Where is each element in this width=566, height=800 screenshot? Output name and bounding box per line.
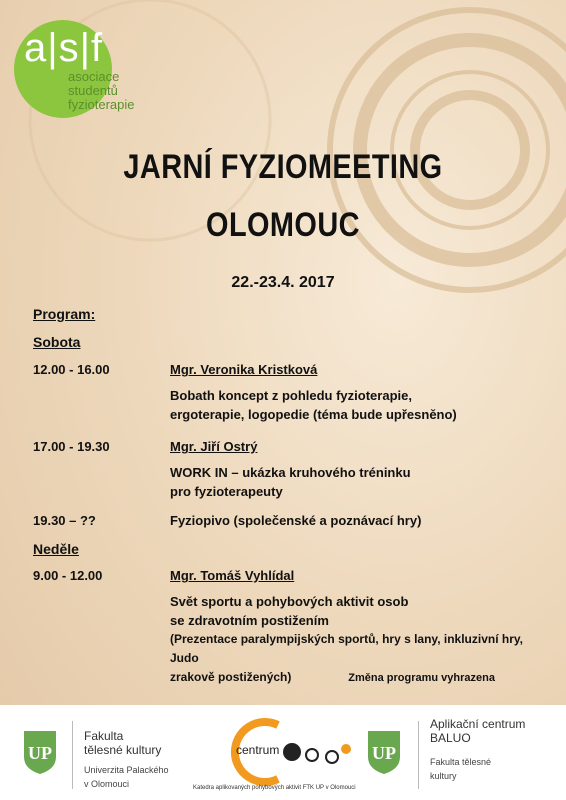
katedra-caption: Katedra aplikovaných pohybových aktivit FTK UP v Olomouci bbox=[193, 785, 356, 791]
desc-line: WORK IN – ukázka kruhového tréninku bbox=[170, 465, 411, 480]
program-change-note: Změna programu vyhrazena bbox=[348, 672, 495, 684]
asf-line-1: asociace bbox=[68, 69, 120, 84]
desc-line: Fyziopivo (společenské a poznávací hry) bbox=[170, 513, 422, 528]
asf-logo-letters: a|s|f bbox=[24, 26, 104, 70]
desc-line: (Prezentace paralympijských sportů, hry s lany, inkluzivní hry, Judo bbox=[170, 632, 524, 665]
item-time: 12.00 - 16.00 bbox=[33, 362, 110, 377]
footer-sponsors bbox=[0, 705, 566, 800]
up-shield-icon bbox=[22, 729, 58, 775]
asf-logo-text bbox=[68, 70, 134, 112]
centrum-logo-icon bbox=[200, 717, 360, 787]
desc-line: se zdravotním postižením bbox=[170, 613, 329, 628]
desc-line: pro fyzioterapeuty bbox=[170, 484, 283, 499]
event-date: 22.-23.4. 2017 bbox=[231, 274, 335, 291]
desc-line: zrakově postižených) bbox=[170, 670, 292, 684]
ftk-subtitle bbox=[84, 763, 169, 791]
program-heading: Program: bbox=[33, 306, 96, 322]
item-description bbox=[170, 463, 540, 501]
item-description bbox=[170, 386, 540, 424]
asf-line-3: fyzioterapie bbox=[68, 97, 135, 112]
asf-line-2: studentů bbox=[68, 83, 118, 98]
baluo-shield-icon bbox=[366, 729, 402, 775]
item-time: 19.30 – ?? bbox=[33, 513, 96, 528]
event-title: JARNÍ FYZIOMEETING bbox=[123, 148, 443, 186]
item-speaker: Mgr. Tomáš Vyhlídal bbox=[170, 568, 295, 583]
baluo-sub-line: Fakulta tělesné bbox=[430, 757, 492, 767]
ftk-title bbox=[84, 729, 161, 757]
ftk-line: tělesné kultury bbox=[84, 743, 162, 757]
ftk-line: Fakulta bbox=[84, 729, 124, 743]
ftk-sub-line: Univerzita Palackého bbox=[84, 765, 169, 775]
item-time: 9.00 - 12.00 bbox=[33, 568, 103, 583]
baluo-line: Aplikační centrum bbox=[430, 717, 526, 731]
day-saturday: Sobota bbox=[33, 334, 81, 350]
item-description bbox=[170, 511, 540, 530]
day-sunday: Neděle bbox=[33, 541, 79, 557]
baluo-title bbox=[430, 717, 525, 745]
desc-line: Svět sportu a pohybových aktivit osob bbox=[170, 594, 409, 609]
item-time: 17.00 - 19.30 bbox=[33, 439, 110, 454]
item-speaker: Mgr. Veronika Kristková bbox=[170, 362, 318, 377]
event-city: OLOMOUC bbox=[206, 206, 360, 244]
svg-text:UP: UP bbox=[28, 743, 52, 763]
baluo-subtitle bbox=[430, 755, 491, 783]
centrum-label: centrum bbox=[236, 743, 280, 757]
desc-line: Bobath koncept z pohledu fyzioterapie, bbox=[170, 388, 412, 403]
baluo-line: BALUO bbox=[430, 731, 471, 745]
baluo-sub-line: kultury bbox=[430, 771, 457, 781]
ftk-sub-line: v Olomouci bbox=[84, 779, 130, 789]
item-speaker: Mgr. Jiří Ostrý bbox=[170, 439, 258, 454]
svg-text:UP: UP bbox=[372, 743, 396, 763]
footer-divider bbox=[418, 721, 419, 789]
desc-line: ergoterapie, logopedie (téma bude upřesněno) bbox=[170, 407, 457, 422]
footer-divider bbox=[72, 721, 73, 789]
